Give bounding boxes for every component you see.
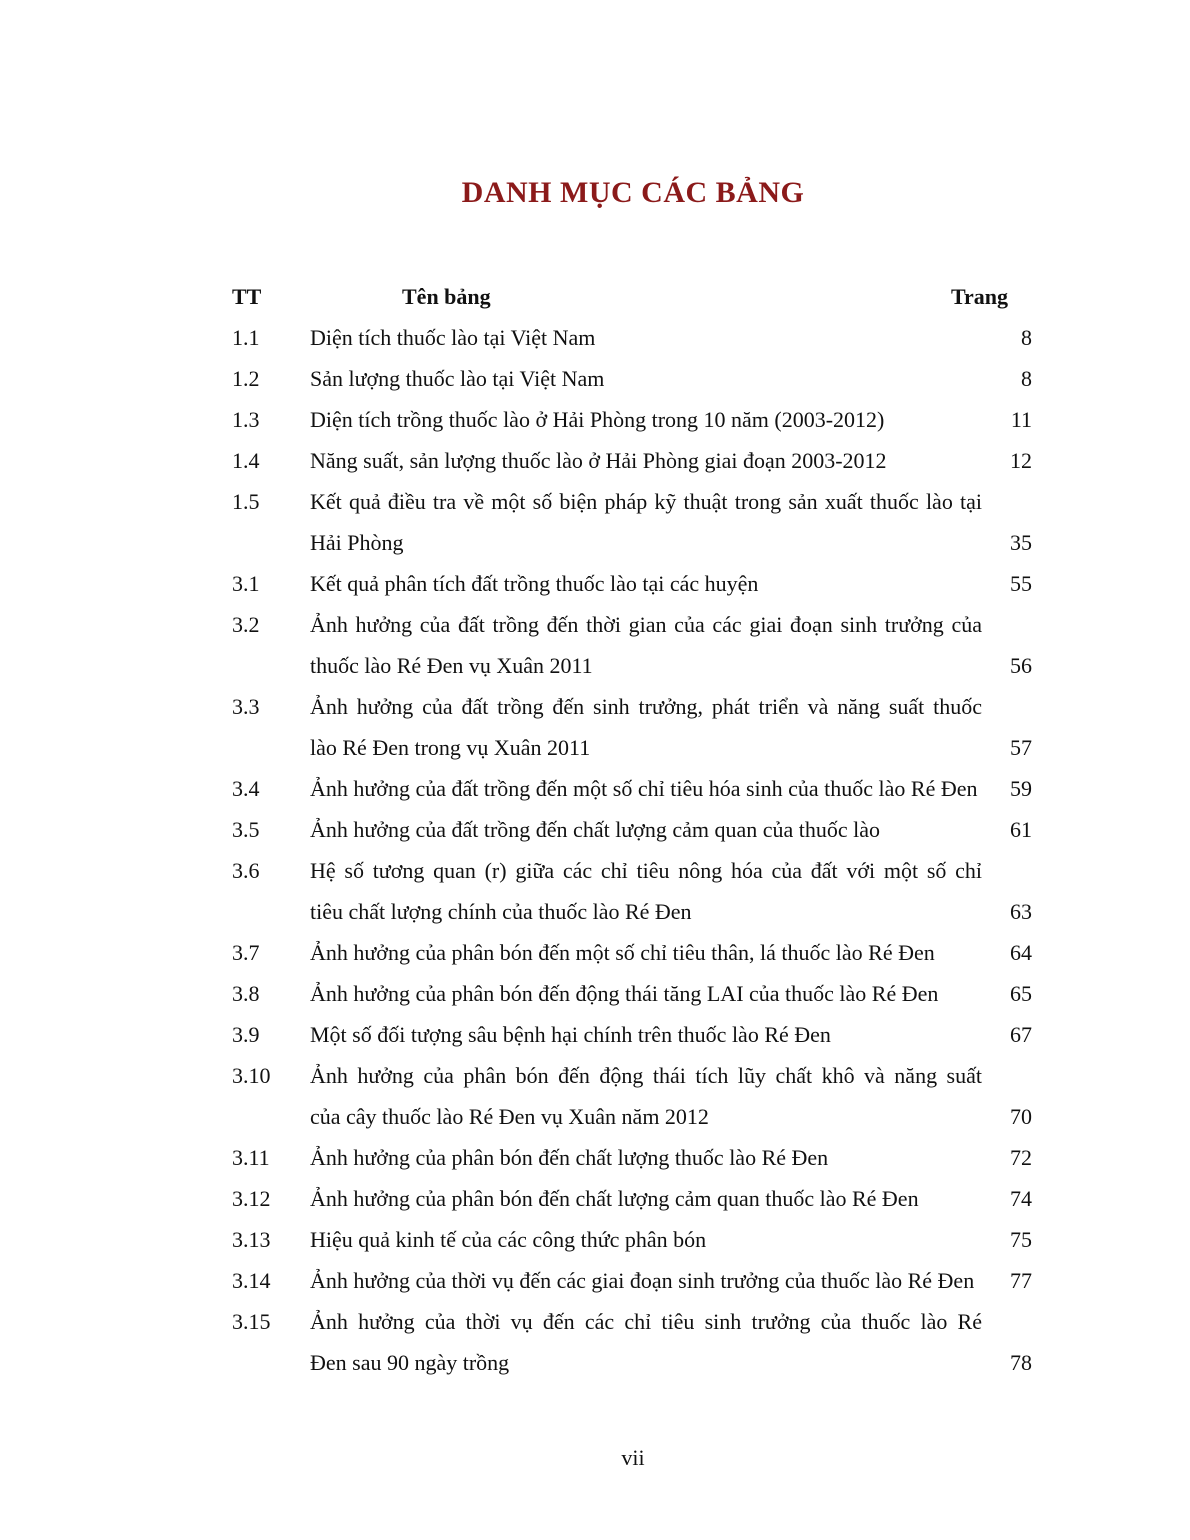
entry-title-line: Hệ số tương quan (r) giữa các chỉ tiêu nông hóa của đất với một số chỉ — [310, 858, 982, 883]
entry-number: 3.15 — [232, 1309, 271, 1334]
entry-title — [310, 1301, 982, 1383]
entry-title — [310, 481, 982, 563]
entry-title — [310, 1137, 982, 1178]
entry-page: 8 — [1021, 325, 1032, 350]
entry-page: 12 — [1010, 448, 1032, 473]
entry-number: 3.11 — [232, 1145, 270, 1170]
list-item — [232, 1219, 1032, 1260]
entry-title-line: Ảnh hưởng của đất trồng đến thời gian của các giai đoạn sinh trưởng của — [310, 612, 982, 637]
entry-number: 3.5 — [232, 817, 260, 842]
list-item — [232, 1055, 1032, 1137]
entry-title-line: của cây thuốc lào Ré Đen vụ Xuân năm 2012 — [310, 1104, 709, 1129]
entry-title-line: Đen sau 90 ngày trồng — [310, 1350, 510, 1375]
entry-page: 78 — [1010, 1350, 1032, 1375]
entry-page: 72 — [1010, 1145, 1032, 1170]
entry-title-line: Ảnh hưởng của phân bón đến động thái tích lũy chất khô và năng suất — [310, 1063, 982, 1088]
entry-page: 64 — [1010, 940, 1032, 965]
list-item — [232, 809, 1032, 850]
entry-number: 3.1 — [232, 571, 260, 596]
list-item — [232, 973, 1032, 1014]
entry-title-line: Ảnh hưởng của phân bón đến một số chỉ tiêu thân, lá thuốc lào Ré Đen — [310, 940, 935, 965]
entry-title — [310, 1260, 982, 1301]
list-item — [232, 563, 1032, 604]
entry-number: 3.4 — [232, 776, 260, 801]
entry-title-line: Ảnh hưởng của phân bón đến chất lượng thuốc lào Ré Đen — [310, 1145, 829, 1170]
entry-number: 1.4 — [232, 448, 260, 473]
entry-title — [310, 973, 982, 1014]
entry-title-line: Diện tích thuốc lào tại Việt Nam — [310, 325, 596, 350]
entry-number: 1.1 — [232, 325, 260, 350]
entry-page: 63 — [1010, 899, 1032, 924]
entry-title-line: tiêu chất lượng chính của thuốc lào Ré Đen — [310, 899, 692, 924]
page-title: DANH MỤC CÁC BẢNG — [461, 176, 805, 209]
entry-title — [310, 604, 982, 686]
list-item — [232, 481, 1032, 563]
entry-title — [310, 563, 982, 604]
entry-title-line: lào Ré Đen trong vụ Xuân 2011 — [310, 735, 591, 760]
entry-title — [310, 317, 982, 358]
header-tt: TT — [232, 284, 262, 309]
entry-page: 11 — [1010, 407, 1032, 432]
table-of-tables — [232, 317, 1032, 1383]
entry-number: 3.9 — [232, 1022, 260, 1047]
entry-page: 8 — [1021, 366, 1032, 391]
list-item — [232, 317, 1032, 358]
entry-number: 3.10 — [232, 1063, 271, 1088]
entry-title-line: Kết quả phân tích đất trồng thuốc lào tại các huyện — [310, 571, 759, 596]
entry-title — [310, 1055, 982, 1137]
entry-page: 57 — [1010, 735, 1032, 760]
list-item — [232, 440, 1032, 481]
entry-page: 55 — [1010, 571, 1032, 596]
entry-page: 75 — [1010, 1227, 1032, 1252]
entry-page: 61 — [1010, 817, 1032, 842]
list-item — [232, 1014, 1032, 1055]
entry-page: 74 — [1010, 1186, 1032, 1211]
list-item — [232, 686, 1032, 768]
list-item — [232, 604, 1032, 686]
entry-number: 1.3 — [232, 407, 260, 432]
list-item — [232, 768, 1032, 809]
entry-title — [310, 1014, 982, 1055]
entry-page: 59 — [1010, 776, 1032, 801]
entry-title-line: Sản lượng thuốc lào tại Việt Nam — [310, 366, 605, 391]
entry-title-line: Năng suất, sản lượng thuốc lào ở Hải Phòng giai đoạn 2003-2012 — [310, 448, 887, 473]
list-item — [232, 850, 1032, 932]
entry-page: 67 — [1010, 1022, 1032, 1047]
entry-number: 3.2 — [232, 612, 260, 637]
entry-title-line: Kết quả điều tra về một số biện pháp kỹ thuật trong sản xuất thuốc lào tại — [310, 489, 982, 514]
page-number: vii — [621, 1445, 645, 1470]
entry-number: 1.5 — [232, 489, 260, 514]
entry-title-line: Ảnh hưởng của phân bón đến chất lượng cảm quan thuốc lào Ré Đen — [310, 1186, 919, 1211]
entry-number: 3.13 — [232, 1227, 271, 1252]
entry-title — [310, 809, 982, 850]
entry-title — [310, 850, 982, 932]
entry-title — [310, 440, 982, 481]
entry-page: 70 — [1010, 1104, 1032, 1129]
entry-title-line: Hiệu quả kinh tế của các công thức phân bón — [310, 1227, 707, 1252]
entry-page: 56 — [1010, 653, 1032, 678]
entry-number: 3.6 — [232, 858, 260, 883]
entry-title-line: Diện tích trồng thuốc lào ở Hải Phòng trong 10 năm (2003-2012) — [310, 407, 885, 432]
entry-title-line: Một số đối tượng sâu bệnh hại chính trên thuốc lào Ré Đen — [310, 1022, 831, 1047]
entry-title-line: Ảnh hưởng của đất trồng đến sinh trưởng, phát triển và năng suất thuốc — [310, 694, 982, 719]
header-page: Trang — [950, 284, 1008, 309]
entry-title-line: Hải Phòng — [310, 530, 404, 555]
list-item — [232, 1178, 1032, 1219]
list-item — [232, 1301, 1032, 1383]
list-item — [232, 932, 1032, 973]
table-header — [232, 284, 1032, 314]
list-item — [232, 1260, 1032, 1301]
entry-title — [310, 932, 982, 973]
entry-title-line: thuốc lào Ré Đen vụ Xuân 2011 — [310, 653, 593, 678]
list-item — [232, 1137, 1032, 1178]
entry-title — [310, 399, 982, 440]
entry-number: 1.2 — [232, 366, 260, 391]
entry-page: 77 — [1010, 1268, 1032, 1293]
entry-title — [310, 1178, 982, 1219]
entry-title — [310, 1219, 982, 1260]
entry-number: 3.12 — [232, 1186, 271, 1211]
entry-title-line: Ảnh hưởng của đất trồng đến một số chỉ tiêu hóa sinh của thuốc lào Ré Đen — [310, 776, 978, 801]
entry-page: 65 — [1010, 981, 1032, 1006]
entry-number: 3.7 — [232, 940, 260, 965]
entry-title-line: Ảnh hưởng của thời vụ đến các chỉ tiêu sinh trưởng của thuốc lào Ré — [310, 1309, 982, 1334]
entry-title — [310, 358, 982, 399]
entry-page: 35 — [1010, 530, 1032, 555]
entry-title-line: Ảnh hưởng của đất trồng đến chất lượng cảm quan của thuốc lào — [310, 817, 881, 842]
list-item — [232, 399, 1032, 440]
entry-title — [310, 768, 982, 809]
entry-number: 3.8 — [232, 981, 260, 1006]
entry-title-line: Ảnh hưởng của phân bón đến động thái tăng LAI của thuốc lào Ré Đen — [310, 981, 939, 1006]
entry-number: 3.3 — [232, 694, 260, 719]
entry-title — [310, 686, 982, 768]
list-item — [232, 358, 1032, 399]
header-name: Tên bảng — [402, 284, 491, 309]
entry-title-line: Ảnh hưởng của thời vụ đến các giai đoạn sinh trưởng của thuốc lào Ré Đen — [310, 1268, 975, 1293]
entry-number: 3.14 — [232, 1268, 271, 1293]
